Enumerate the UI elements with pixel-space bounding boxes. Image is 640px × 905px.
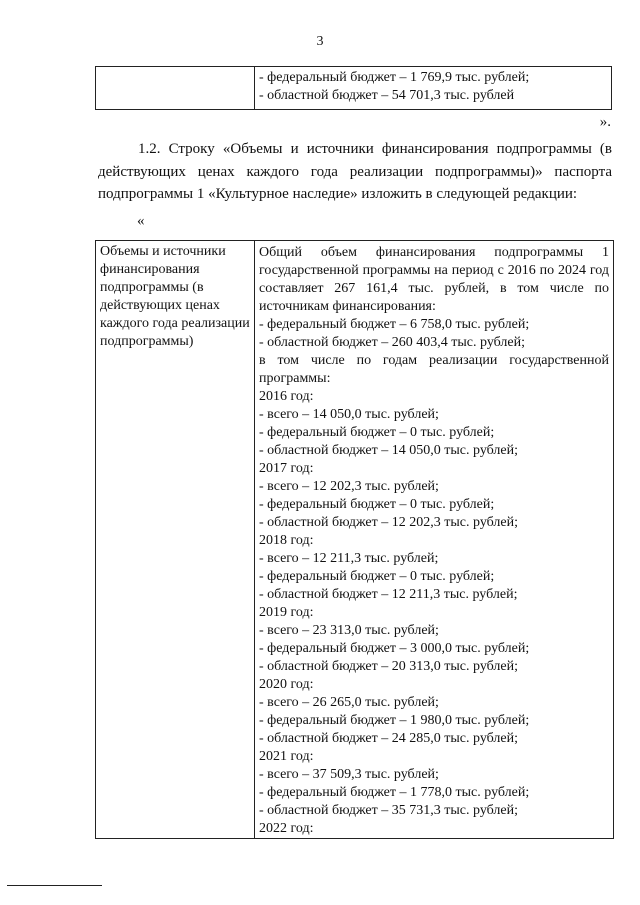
year-budget-line: - всего – 26 265,0 тыс. рублей;	[259, 695, 439, 710]
year-budget-line: - всего – 37 509,3 тыс. рублей;	[259, 767, 439, 782]
year-budget-line: - всего – 12 202,3 тыс. рублей;	[259, 479, 439, 494]
year-budget-line: - федеральный бюджет – 0 тыс. рублей;	[259, 497, 495, 512]
funding-label-cell: Объемы и источники финансирования подпрограммы (в действующих ценах каждого года реализации подпрограммы)	[96, 241, 255, 839]
budget-line-federal: - федеральный бюджет – 1 769,9 тыс. рублей;	[259, 70, 530, 85]
amendment-paragraph: 1.2. Строку «Объемы и источники финансирования подпрограммы (в действующих ценах каждого года реализации подпрограммы)» паспорта подпрограммы 1 «Культурное наследие» изложить в следующей редакции:	[98, 141, 612, 202]
year-budget-line: - областной бюджет – 14 050,0 тыс. рублей;	[259, 443, 518, 458]
footnote-rule	[7, 885, 102, 886]
budget-line-regional: - областной бюджет – 54 701,3 тыс. рублей	[259, 88, 515, 103]
funding-intro: Общий объем финансирования подпрограммы 1 государственной программы на период с 2016 по 2024 год составляет 267 161,4 тыс. рублей, в том числе по источникам финансирования:	[259, 245, 609, 314]
year-heading: 2018 год:	[259, 533, 314, 548]
year-budget-line: - федеральный бюджет – 1 778,0 тыс. рублей;	[259, 785, 530, 800]
funding-total-federal: - федеральный бюджет – 6 758,0 тыс. рублей;	[259, 317, 530, 332]
year-heading: 2021 год:	[259, 749, 314, 764]
year-budget-line: - федеральный бюджет – 0 тыс. рублей;	[259, 425, 495, 440]
closing-quote: ».	[599, 114, 611, 130]
year-heading: 2016 год:	[259, 389, 314, 404]
table-row	[96, 67, 612, 110]
funding-total-regional: - областной бюджет – 260 403,4 тыс. рублей;	[259, 335, 525, 350]
year-heading: 2022 год:	[259, 821, 314, 836]
year-budget-line: - областной бюджет – 12 202,3 тыс. рублей;	[259, 515, 518, 530]
table-cell-right	[255, 67, 612, 110]
page-number: 3	[316, 34, 324, 49]
year-budget-line: - федеральный бюджет – 1 980,0 тыс. рублей;	[259, 713, 530, 728]
by-year-intro: в том числе по годам реализации государственной программы:	[259, 353, 609, 386]
year-budget-line: - федеральный бюджет – 0 тыс. рублей;	[259, 569, 495, 584]
funding-details-cell	[255, 241, 614, 839]
year-budget-line: - всего – 23 313,0 тыс. рублей;	[259, 623, 439, 638]
year-budget-line: - областной бюджет – 20 313,0 тыс. рублей;	[259, 659, 518, 674]
table-row	[96, 241, 614, 839]
year-budget-line: - областной бюджет – 24 285,0 тыс. рублей;	[259, 731, 518, 746]
year-heading: 2017 год:	[259, 461, 314, 476]
year-heading: 2020 год:	[259, 677, 314, 692]
year-budget-line: - федеральный бюджет – 3 000,0 тыс. рублей;	[259, 641, 530, 656]
continued-table	[95, 66, 612, 110]
table-cell-left	[96, 67, 255, 110]
year-budget-line: - областной бюджет – 35 731,3 тыс. рублей;	[259, 803, 518, 818]
year-heading: 2019 год:	[259, 605, 314, 620]
year-budget-line: - всего – 12 211,3 тыс. рублей;	[259, 551, 439, 566]
year-budget-line: - областной бюджет – 12 211,3 тыс. рублей;	[259, 587, 518, 602]
years-list	[259, 388, 609, 838]
opening-quote: «	[137, 213, 145, 229]
year-budget-line: - всего – 14 050,0 тыс. рублей;	[259, 407, 439, 422]
funding-table	[95, 240, 614, 839]
